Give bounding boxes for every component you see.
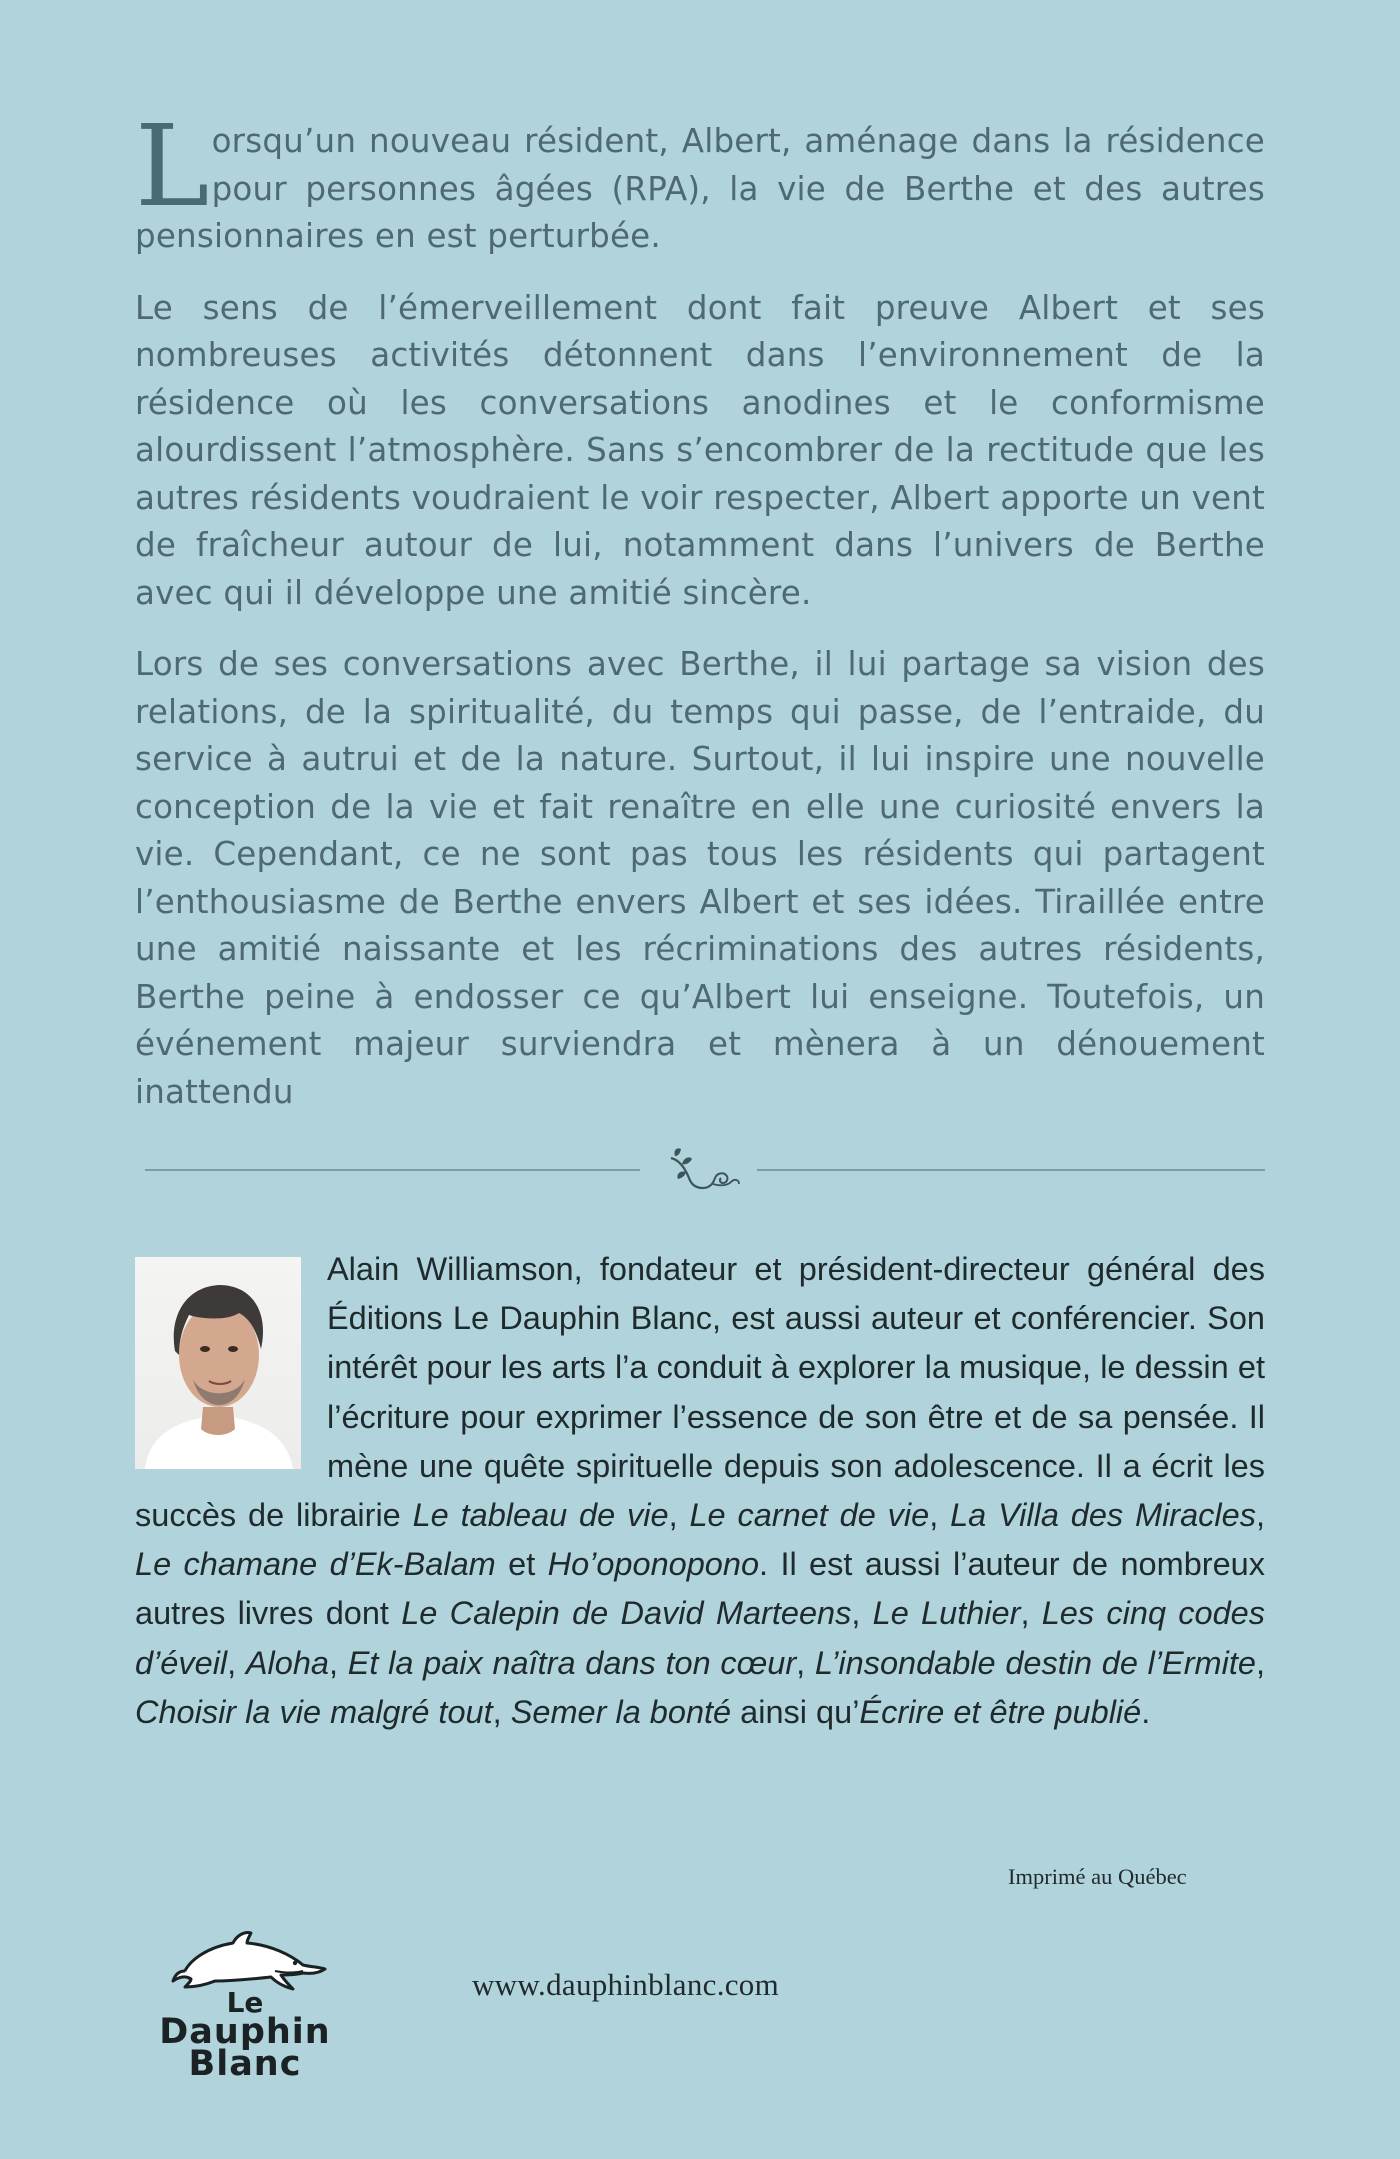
synopsis [135,102,1265,1140]
book-title: La Villa des Miracles [950,1497,1256,1534]
synopsis-paragraph-2: Le sens de l’émerveillement dont fait preuve Albert et ses nombreuses activités détonnent dans l’environnement de la résidence où les conversations anodines et le conformisme alourdissent l’atmosphère. Sans s’encombrer de la rectitude que les autres résidents voudraient le voir respecter, Albert apporte un vent de fraîcheur autour de lui, notamment dans l’univers de Berthe avec qui il développe une amitié sincère. [135,288,1265,612]
bio-separator: , [1255,1644,1265,1681]
author-bio [135,1245,1265,1737]
publisher-logo [125,1925,365,2085]
book-title: Le Calepin de David Marteens [401,1595,852,1632]
book-title: Écrire et être publié [859,1693,1142,1730]
synopsis-paragraph-3: Lors de ses conversations avec Berthe, il lui partage sa vision des relations, de la spiritualité, du temps qui passe, de l’entraide, du service à autrui et de la nature. Surtout, il lui inspire une nouvelle conception de la vie et fait renaître en elle une curiosité envers la vie. Cependant, ce ne sont pas tous les résidents qui partagent l’enthousiasme de Berthe envers Albert et ses idées. Tiraillée entre une amitié naissante et les récriminations des autres résidents, Berthe peine à endosser ce qu’Albert lui enseigne. Toutefois, un événement majeur surviendra et mènera à un dénouement inattendu [135,645,1265,1111]
bio-separator: , [929,1497,951,1534]
logo-text-blanc: Blanc [188,2044,302,2084]
author-bio-text [135,1245,1265,1737]
book-title: Ho’oponopono [547,1546,760,1583]
bio-separator: et [495,1546,548,1583]
printed-in-label: Imprimé au Québec [1008,1864,1187,1889]
book-title: Le carnet de vie [689,1497,930,1534]
book-title: Le Luthier [872,1595,1021,1632]
logo-text-dauphin: Dauphin [159,2012,331,2052]
book-title: Le chamane d’Ek-Balam [135,1546,496,1583]
publisher-website-link[interactable]: www.dauphinblanc.com [472,1967,780,2002]
divider-line-left [145,1169,640,1171]
book-title: Choisir la vie malgré tout [135,1693,493,1730]
logo-text-le: Le [226,1986,264,2019]
bio-separator: , [1020,1595,1042,1632]
drop-cap: L [135,102,210,232]
bio-separator: , [668,1497,690,1534]
bio-separator: , [1255,1497,1266,1534]
author-portrait-icon [135,1257,301,1469]
leaf-ornament-icon [665,1146,745,1196]
book-title: Et la paix naîtra dans ton cœur [347,1644,797,1681]
book-title: Les cinq codes d’éveil [135,1595,1266,1681]
book-title: Aloha [245,1644,329,1681]
bio-text-3: ainsi qu’ [731,1693,860,1730]
bio-separator: , [329,1644,348,1681]
dolphin-icon [125,1925,365,1995]
bio-text-1: Alain Williamson, fondateur et président-directeur général des Éditions Le Dauphin Blanc, est aussi auteur et conférencier. Son intérêt pour les arts l’a conduit à explorer la musique, le dessin et l’écriture pour exprimer l’essence de son être et de sa pensée. Il mène une quête spirituelle depuis son adolescence. Il a écrit les succès de librairie [135,1251,1265,1534]
bio-separator: , [227,1644,246,1681]
bio-separator: , [796,1644,815,1681]
divider-line-right [757,1169,1265,1171]
bio-separator: , [492,1693,511,1730]
synopsis-paragraph-1 [135,102,1265,261]
book-title: Le tableau de vie [412,1497,669,1534]
author-photo [135,1257,301,1469]
bio-text-4: . [1141,1693,1151,1730]
section-divider [145,1160,1265,1200]
book-title: L’insondable destin de l’Ermite [814,1644,1256,1681]
book-title: Semer la bonté [510,1693,732,1730]
synopsis-paragraph-1-text: orsqu’un nouveau résident, Albert, aménage dans la résidence pour personnes âgées (RPA), la vie de Berthe et des autres pensionnaires en est perturbée. [135,122,1265,255]
bio-separator: , [851,1595,873,1632]
bio-text-2: . Il est aussi l’auteur de nombreux autres livres dont [135,1546,1265,1632]
